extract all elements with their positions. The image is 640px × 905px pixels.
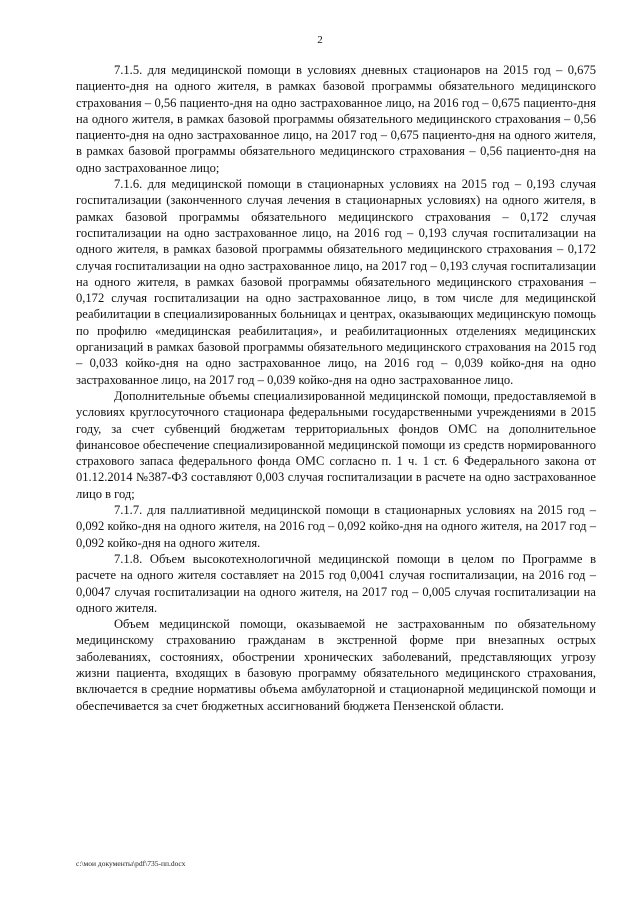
- paragraph-additional-volumes: Дополнительные объемы специализированной медицинской помощи, предоставляемой в условиях круглосуточного стационара федеральными государственными учреждениями в 2015 году, за счет субвенций бюджетам территориальных фондов ОМС на дополнительное финансовое обеспечение специализированной медицинской помощи из средств нормированного страхового запаса федерального фонда ОМС согласно п. 1 ч. 1 ст. 6 Федерального закона от 01.12.2014 №387-ФЗ составляют 0,003 случая госпитализации в расчете на одно застрахованное лицо в год;: [76, 388, 596, 501]
- page-number: 2: [317, 34, 323, 46]
- footer-file-path: c:\мои документы\pdf\735-пп.docx: [76, 859, 186, 868]
- document-body: [76, 62, 596, 714]
- paragraph-7-1-8: 7.1.8. Объем высокотехнологичной медицинской помощи в целом по Программе в расчете на одного жителя составляет на 2015 год 0,0041 случая госпитализации, на 2016 год – 0,0047 случая госпитализации на одного жителя, на 2017 год – 0,005 случая госпитализации на одного жителя.: [76, 551, 596, 615]
- paragraph-7-1-6: 7.1.6. для медицинской помощи в стационарных условиях на 2015 год – 0,193 случая госпитализации (законченного случая лечения в стационарных условиях) на одного жителя, в рамках базовой программы обязательного медицинского страхования – 0,172 случая госпитализации на одно застрахованное лицо, на 2016 год – 0,193 случая госпитализации на одного жителя, в рамках базовой программы обязательного медицинского страхования – 0,172 случая госпитализации на одно застрахованное лицо, на 2017 год – 0,193 случая госпитализации на одного жителя, в рамках базовой программы обязательного медицинского страхования – 0,172 случая госпитализации на одно застрахованное лицо, в том числе для медицинской реабилитации в специализированных больницах и центрах, оказывающих медицинскую помощь по профилю «медицинская реабилитация», и реабилитационных отделениях медицинских организаций в рамках базовой программы обязательного медицинского страхования на 2015 год – 0,033 койко-дня на одно застрахованное лицо, на 2016 год – 0,039 койко-дня на одно застрахованное лицо, на 2017 год – 0,039 койко-дня на одно застрахованное лицо.: [76, 177, 596, 387]
- paragraph-uninsured-volume: Объем медицинской помощи, оказываемой не застрахованным по обязательному медицинскому страхованию гражданам в экстренной форме при внезапных острых заболеваниях, состояниях, обострении хронических заболеваний, представляющих угрозу жизни пациента, входящих в базовую программу обязательного медицинского страхования, включается в средние нормативы объема амбулаторной и стационарной медицинской помощи и обеспечивается за счет бюджетных ассигнований бюджета Пензенской области.: [76, 617, 596, 713]
- paragraph-7-1-7: 7.1.7. для паллиативной медицинской помощи в стационарных условиях на 2015 год – 0,092 койко-дня на одного жителя, на 2016 год – 0,092 койко-дня на одного жителя, на 2017 год – 0,092 койко-дня на одного жителя.: [76, 503, 596, 550]
- paragraph-7-1-5: 7.1.5. для медицинской помощи в условиях дневных стационаров на 2015 год – 0,675 пациенто-дня на одного жителя, в рамках базовой программы обязательного медицинского страхования – 0,56 пациенто-дня на одно застрахованное лицо, на 2016 год – 0,675 пациенто-дня на одного жителя, в рамках базовой программы обязательного медицинского страхования – 0,56 пациенто-дня на одно застрахованное лицо, на 2017 год – 0,675 пациенто-дня на одного жителя, в рамках базовой программы обязательного медицинского страхования – 0,56 пациенто-дня на одно застрахованное лицо;: [76, 63, 596, 175]
